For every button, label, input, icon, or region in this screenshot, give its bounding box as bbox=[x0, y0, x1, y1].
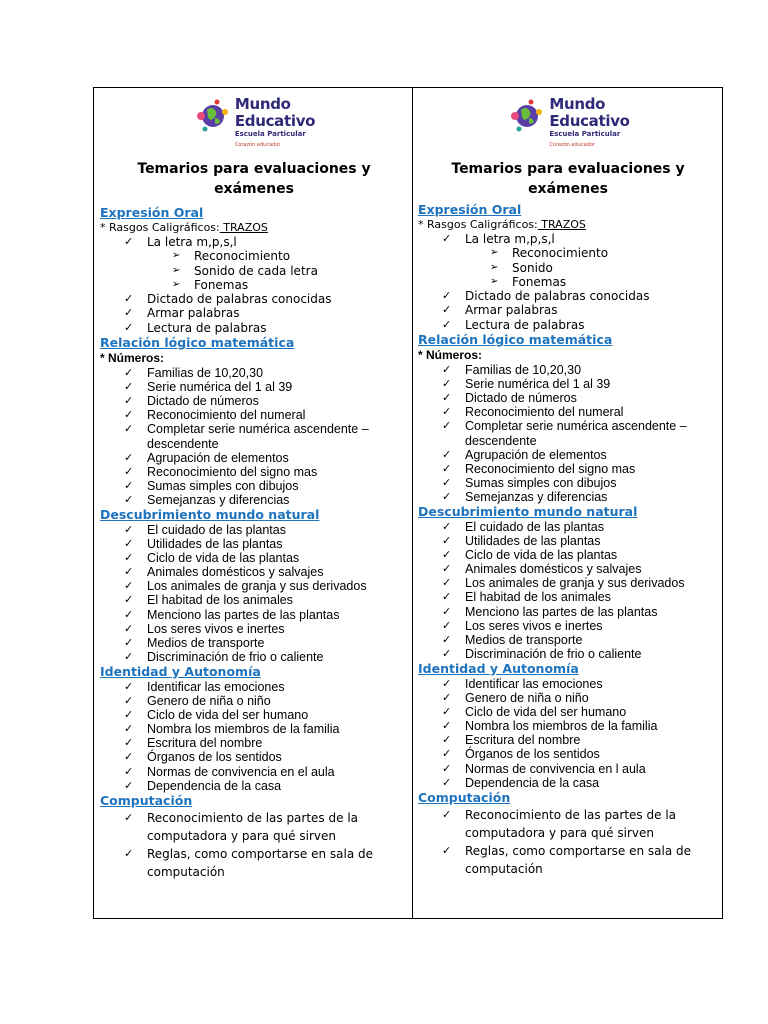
list-item: ✓ Familias de 10,20,30 bbox=[124, 366, 264, 381]
identidad-list bbox=[418, 677, 718, 790]
section-descubrimiento: Descubrimiento mundo natural bbox=[418, 504, 638, 520]
rasgos-line: * Rasgos Caligráficos: TRAZOS bbox=[418, 218, 586, 231]
relacion-list bbox=[100, 366, 408, 507]
list-item: ✓ Serie numérica del 1 al 39 bbox=[442, 377, 611, 392]
check-icon: ✓ bbox=[124, 292, 134, 306]
list-item: ✓ Reglas, como comportarse en sala de computación bbox=[124, 846, 374, 879]
list-item: ✓ Ciclo de vida de las plantas bbox=[442, 548, 618, 563]
list-item: ✓ Lectura de palabras bbox=[124, 320, 267, 335]
check-icon: ✓ bbox=[124, 235, 134, 248]
section-relacion-logico: Relación lógico matemática bbox=[100, 335, 295, 351]
list-item: ✓ Agrupación de elementos bbox=[442, 447, 607, 462]
list-item: ✓ El habitad de los animales bbox=[442, 590, 611, 605]
logo-name-2: Educativo bbox=[549, 112, 630, 130]
expresion-list bbox=[418, 232, 718, 332]
numeros-label: * Números: bbox=[100, 351, 165, 366]
right-column bbox=[413, 88, 722, 918]
list-item: ➢ Fonemas bbox=[172, 277, 249, 292]
list-item: ✓ Serie numérica del 1 al 39 bbox=[124, 380, 293, 395]
list-item: ✓ El cuidado de las plantas bbox=[124, 523, 286, 538]
section-computacion: Computación bbox=[418, 789, 511, 805]
list-item: ✓ Reconocimiento del numeral bbox=[442, 405, 624, 420]
section-descubrimiento: Descubrimiento mundo natural bbox=[100, 507, 320, 523]
list-item: ✓ Semejanzas y diferencias bbox=[442, 489, 608, 504]
list-item: ✓ Los seres vivos e inertes bbox=[124, 621, 285, 636]
list-item: ✓ Animales domésticos y salvajes bbox=[442, 562, 642, 577]
list-item: ✓ Discriminación de frio o caliente bbox=[442, 646, 642, 661]
section-relacion-logico: Relación lógico matemática bbox=[418, 332, 613, 348]
list-item: ✓ Normas de convivencia en el aula bbox=[124, 764, 335, 779]
numeros-label: * Números: bbox=[418, 348, 483, 363]
descubrimiento-list bbox=[100, 523, 408, 664]
list-item: ➢ Fonemas bbox=[490, 274, 567, 289]
list-item: ✓ Dictado de números bbox=[124, 394, 259, 409]
list-item: ✓ Sumas simples con dibujos bbox=[124, 478, 299, 493]
logo-name-2: Educativo bbox=[234, 112, 316, 130]
list-item-continuation: descendente bbox=[465, 433, 537, 448]
list-item: ✓ Dictado de números bbox=[442, 391, 577, 406]
list-item: ✓ Completar serie numérica ascendente – bbox=[442, 419, 687, 434]
section-identidad: Identidad y Autonomía bbox=[418, 660, 579, 676]
list-item: ✓ Discriminación de frio o caliente bbox=[124, 649, 324, 664]
list-item: ✓ Órganos de los sentidos bbox=[124, 750, 282, 765]
logo-subtitle: Escuela Particular bbox=[234, 130, 306, 138]
list-item: ✓ Identificar las emociones bbox=[124, 679, 285, 694]
computacion-list bbox=[100, 809, 408, 881]
list-item: ✓ Semejanzas y diferencias bbox=[124, 492, 290, 507]
list-item: ✓ Dictado de palabras conocidas bbox=[442, 289, 650, 304]
list-item: ✓ Menciono las partes de las plantas bbox=[442, 604, 658, 619]
list-item: ✓ Agrupación de elementos bbox=[124, 450, 289, 465]
page-title: Temarios para evaluaciones y exámenes bbox=[451, 161, 685, 197]
logo-right bbox=[419, 96, 718, 158]
list-item: ✓ Escritura del nombre bbox=[442, 733, 581, 748]
list-item: ✓ Reconocimiento de las partes de la computadora y para qué sirven bbox=[442, 807, 677, 840]
list-item: ✓ La letra m,p,s,l bbox=[442, 232, 555, 246]
page-title: Temarios para evaluaciones y exámenes bbox=[137, 161, 371, 197]
list-item: ✓ Escritura del nombre bbox=[124, 736, 263, 751]
rasgos-value: TRAZOS bbox=[219, 221, 268, 234]
list-item: ✓ Reconocimiento del signo mas bbox=[442, 461, 636, 476]
logo-name-1: Mundo bbox=[234, 95, 291, 113]
list-item: ✓ Órganos de los sentidos bbox=[442, 747, 600, 762]
identidad-list bbox=[100, 680, 408, 793]
logo-tagline: Corazón educador bbox=[549, 142, 595, 148]
list-item: ✓ Medios de transporte bbox=[124, 635, 265, 650]
list-item: ✓ El habitad de los animales bbox=[124, 593, 293, 608]
list-item: ✓ Dependencia de la casa bbox=[124, 778, 282, 793]
descubrimiento-list bbox=[418, 520, 718, 661]
list-item: ✓ Genero de niña o niño bbox=[442, 691, 589, 706]
list-item: ✓ Sumas simples con dibujos bbox=[442, 475, 617, 490]
list-item: ✓ Armar palabras bbox=[442, 303, 558, 318]
list-item: ✓ Medios de transporte bbox=[442, 632, 583, 647]
list-item: ✓ Reconocimiento de las partes de la computadora y para qué sirven bbox=[124, 810, 359, 843]
arrow-bullet-icon: ➢ bbox=[172, 278, 181, 290]
list-item: ✓ Dictado de palabras conocidas bbox=[124, 292, 332, 307]
list-item: ✓ Menciono las partes de las plantas bbox=[124, 607, 340, 622]
list-item: ✓ Reconocimiento del numeral bbox=[124, 408, 306, 423]
list-item: ➢ Reconocimiento bbox=[490, 246, 609, 261]
section-expresion-oral: Expresión Oral bbox=[418, 202, 522, 217]
section-expresion-oral: Expresión Oral bbox=[100, 205, 204, 220]
list-item: ✓ Nombra los miembros de la familia bbox=[442, 719, 658, 734]
arrow-bullet-icon: ➢ bbox=[172, 264, 181, 276]
list-item: ✓ Animales domésticos y salvajes bbox=[124, 565, 324, 580]
list-item: ✓ Utilidades de las plantas bbox=[442, 534, 601, 549]
relacion-list bbox=[418, 363, 718, 504]
globe-hands-icon bbox=[193, 96, 231, 136]
list-item: ➢ Reconocimiento bbox=[172, 249, 291, 264]
section-computacion: Computación bbox=[100, 792, 193, 808]
logo-subtitle: Escuela Particular bbox=[549, 130, 621, 138]
list-item: ➢ Sonido bbox=[490, 260, 553, 275]
computacion-list bbox=[418, 806, 718, 878]
rasgos-line: * Rasgos Caligráficos: TRAZOS bbox=[100, 221, 268, 234]
left-column bbox=[94, 88, 413, 918]
list-item: ✓ Familias de 10,20,30 bbox=[442, 363, 582, 378]
list-item: ✓ Reconocimiento del signo mas bbox=[124, 464, 318, 479]
check-icon: ✓ bbox=[124, 320, 134, 334]
list-item: ✓ Lectura de palabras bbox=[442, 317, 585, 332]
rasgos-label: Rasgos Caligráficos: bbox=[109, 221, 220, 234]
list-item: ✓ Ciclo de vida de las plantas bbox=[124, 551, 300, 566]
list-item: ➢ Sonido de cada letra bbox=[172, 263, 318, 278]
logo-tagline: Corazón educador bbox=[234, 142, 281, 148]
temario-table bbox=[93, 87, 723, 919]
list-item: ✓ Normas de convivencia en l aula bbox=[442, 761, 646, 776]
list-item: ✓ Completar serie numérica ascendente – bbox=[124, 422, 369, 437]
list-item-continuation: descendente bbox=[147, 436, 219, 451]
list-item: ✓ Reglas, como comportarse en sala de computación bbox=[442, 843, 692, 876]
list-item: ✓ Dependencia de la casa bbox=[442, 775, 600, 790]
list-item: ✓ Utilidades de las plantas bbox=[124, 537, 283, 552]
arrow-bullet-icon: ➢ bbox=[172, 250, 181, 262]
section-identidad: Identidad y Autonomía bbox=[100, 663, 261, 679]
expresion-list bbox=[100, 235, 408, 335]
logo bbox=[100, 96, 408, 158]
list-item: ✓ El cuidado de las plantas bbox=[442, 520, 604, 535]
globe-hands-icon bbox=[507, 96, 545, 136]
list-item: ✓ Los animales de granja y sus derivados bbox=[124, 579, 367, 594]
check-icon: ✓ bbox=[124, 306, 134, 320]
logo-name-1: Mundo bbox=[549, 95, 606, 113]
list-item: ✓ Nombra los miembros de la familia bbox=[124, 722, 340, 737]
list-item: ✓ Ciclo de vida del ser humano bbox=[124, 708, 309, 723]
list-item: ✓ Ciclo de vida del ser humano bbox=[442, 705, 627, 720]
list-item: ✓ Los animales de granja y sus derivados bbox=[442, 576, 685, 591]
list-item: ✓ Armar palabras bbox=[124, 306, 240, 321]
right-content bbox=[418, 159, 718, 878]
list-item: ✓ Genero de niña o niño bbox=[124, 694, 271, 709]
list-item: ✓ La letra m,p,s,l bbox=[124, 235, 237, 249]
list-item: ✓ Los seres vivos e inertes bbox=[442, 618, 603, 633]
list-item: ✓ Identificar las emociones bbox=[442, 676, 603, 691]
left-content bbox=[100, 159, 408, 881]
